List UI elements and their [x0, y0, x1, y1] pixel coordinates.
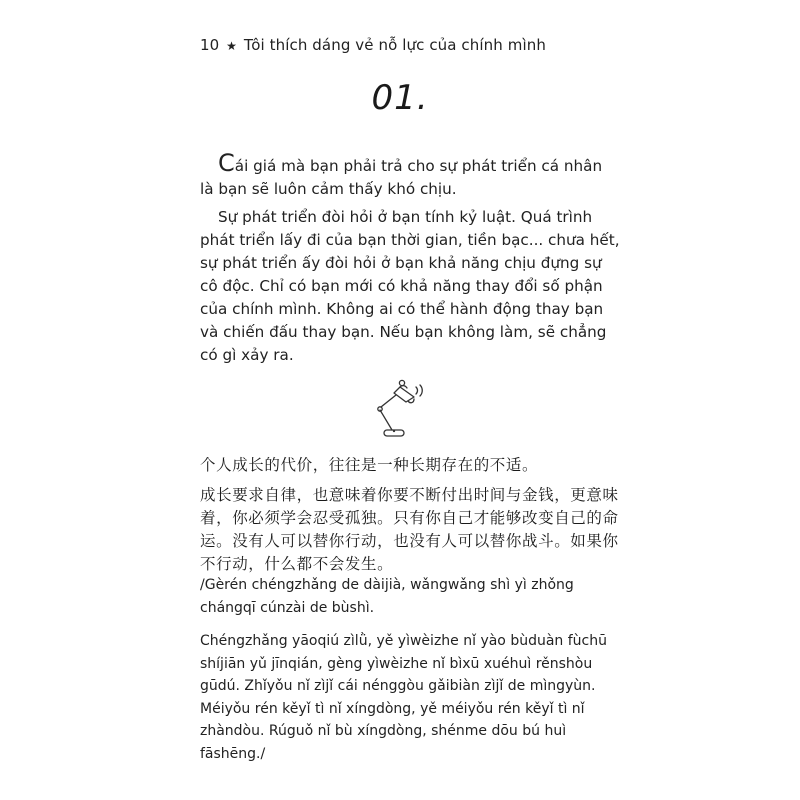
vietnamese-paragraph-1-text: ái giá mà bạn phải trả cho sự phát triển cá nhân là bạn sẽ luôn cảm thấy khó chịu. [200, 157, 603, 198]
pinyin-paragraph-1: /Gèrén chéngzhǎng de dàijià, wǎngwǎng shì yì zhǒng chángqī cúnzài de bùshì. [200, 577, 574, 616]
vietnamese-paragraph-2 [200, 206, 620, 367]
drop-cap: C [218, 149, 235, 177]
running-header [200, 36, 546, 54]
vietnamese-paragraph-1 [200, 149, 620, 201]
star-icon: ★ [226, 39, 238, 53]
vietnamese-paragraph-2-text: Sự phát triển đòi hỏi ở bạn tính kỷ luật. Quá trình phát triển lấy đi của bạn thời gian, tiền bạc... chưa hết, sự phát triển ấy đòi hỏi ở bạn khả năng chịu đựng sự cô độc. Chỉ có bạn mới có khả năng thay đổi số phận của chính mình. Không ai có thể hành động thay bạn và chiến đấu thay bạn. Nếu bạn không làm, sẽ chẳng có gì xảy ra. [200, 208, 620, 364]
book-title: Tôi thích dáng vẻ nỗ lực của chính mình [243, 36, 546, 54]
chinese-paragraph-1: 个人成长的代价，往往是一种长期存在的不适。 [200, 456, 539, 474]
chapter-number: 01. [371, 78, 429, 118]
chinese-paragraph-2: 成长要求自律，也意味着你要不断付出时间与金钱，更意味着，你必须学会忍受孤独。只有你自己才能够改变自己的命运。没有人可以替你行动，也没有人可以替你战斗。如果你不行动，什么都不会发生。 [200, 486, 619, 573]
desk-lamp-icon [372, 376, 428, 442]
pinyin-paragraph-2: Chéngzhǎng yāoqiú zìlǜ, yě yìwèizhe nǐ yào bùduàn fùchū shíjiān yǔ jīnqián, gèng yìwèizhe nǐ bìxū xuéhuì rěnshòu gūdú. Zhǐyǒu nǐ zìjǐ cái nénggòu gǎibiàn zìjǐ de mìngyùn. Méiyǒu rén kěyǐ tì nǐ xíngdòng, yě méiyǒu rén kěyǐ tì nǐ zhàndòu. Rúguǒ nǐ bù xíngdòng, shénme dōu bú huì fāshēng./ [200, 633, 607, 762]
page-number: 10 [200, 36, 220, 54]
